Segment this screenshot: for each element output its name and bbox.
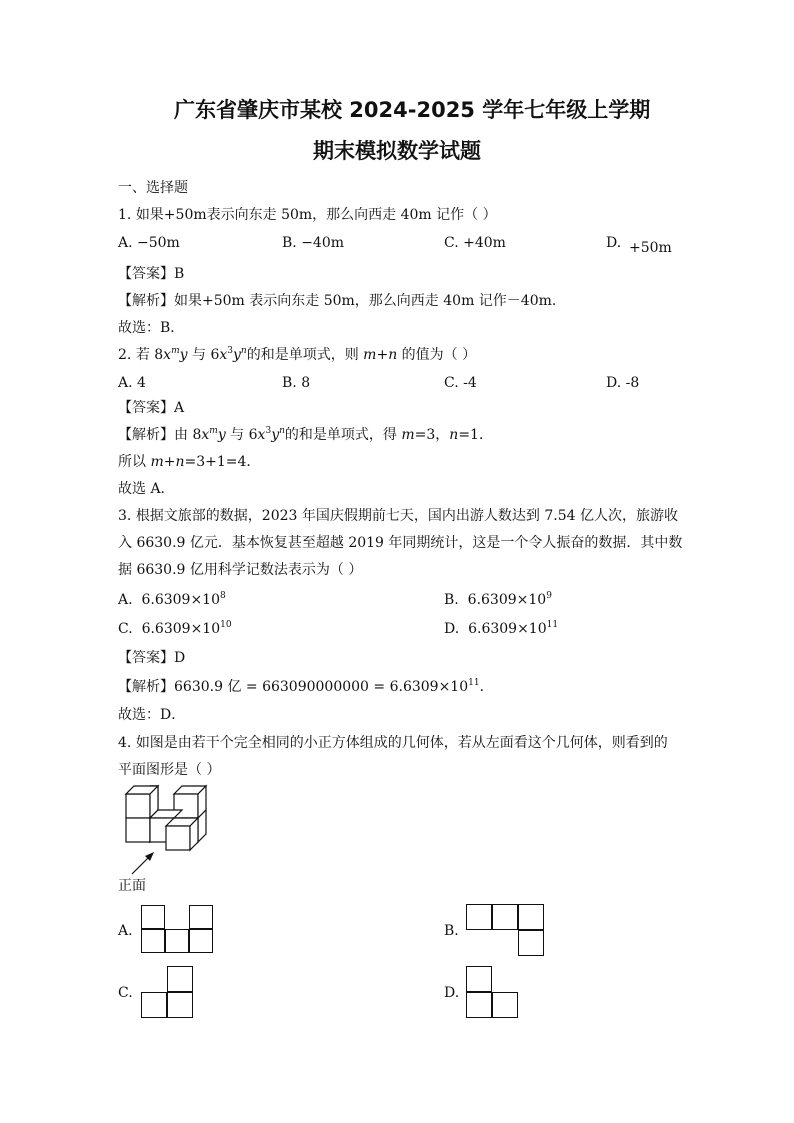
q2-an-mid: 与 6	[225, 427, 258, 443]
grid-cell	[492, 904, 518, 930]
exam-title-line1: 广东省肇庆市某校 2024-2025 学年七年级上学期	[174, 98, 651, 122]
q3-stem-line2: 入 6630.9 亿元．基本恢复甚至超越 2019 年同期统计，这是一个令人振奋的数据．其中数	[118, 535, 683, 551]
q1-conclusion: 故选：B．	[118, 320, 185, 336]
q4-option-d-label: D.	[444, 985, 460, 1001]
q1-option-b: B. −40m	[282, 235, 345, 251]
q2-an-3: 3	[265, 426, 272, 436]
q2-analysis	[118, 428, 493, 442]
q2-a2-pre: 所以	[118, 454, 151, 470]
grid-cell	[189, 905, 213, 929]
q3-c-label: C.	[118, 621, 133, 637]
grid-cell	[167, 992, 193, 1018]
q3-option-c	[118, 622, 232, 636]
q1-analysis: 【解析】如果+50m 表示向东走 50m，那么向西走 40m 记作－40m.	[118, 293, 557, 309]
q3-d-label: D.	[444, 621, 460, 637]
q2-a2-plus: +	[163, 454, 176, 470]
grid-cell	[492, 992, 518, 1018]
q3-c-base: 6.6309×10	[141, 621, 221, 637]
cube-face	[126, 818, 150, 842]
q2-stem-end: 的值为（ ）	[397, 347, 477, 363]
front-view-label: 正面	[118, 878, 146, 894]
q4-option-b-figure	[466, 904, 546, 958]
q2-exp-m: m	[171, 346, 180, 356]
q1-option-d-value: +50m	[629, 240, 672, 256]
grid-cell	[466, 992, 492, 1018]
grid-cell	[167, 966, 193, 992]
q2-analysis-pre: 【解析】由 8	[118, 427, 202, 443]
cube-face	[126, 794, 150, 818]
q2-exp-n: n	[240, 346, 247, 356]
q1-option-d-label: D.	[606, 235, 622, 251]
q3-stem-line1	[118, 509, 678, 523]
q2-var-y: y	[179, 347, 188, 363]
q4-option-b-label: B.	[444, 923, 459, 939]
q2-an-n: n	[279, 426, 285, 436]
q3-a-exp: 8	[220, 591, 226, 601]
q2-stem	[118, 348, 476, 362]
q3-option-d	[444, 622, 558, 636]
q2-an-y: y	[217, 427, 226, 443]
q1-option-c: C. +40m	[444, 235, 506, 251]
q3-number: 3.	[118, 508, 132, 524]
q2-option-b: B. 8	[282, 375, 311, 391]
q2-an-x: x	[201, 427, 210, 443]
q3-option-a	[118, 593, 226, 607]
grid-cell	[189, 929, 213, 953]
q2-option-d: D. -8	[606, 375, 640, 391]
q3-analysis-text: 【解析】6630.9 亿 = 663090000000 = 6.6309×10	[118, 679, 469, 695]
q2-an-yn: y	[271, 427, 280, 443]
grid-cell	[141, 905, 165, 929]
q3-a-base: 6.6309×10	[141, 592, 220, 608]
q4-option-a-label: A.	[118, 923, 133, 939]
q2-an-x3: x	[257, 427, 266, 443]
q3-analysis-exp: 11	[468, 678, 480, 688]
exam-title-line2: 期末模拟数学试题	[313, 139, 481, 163]
q1-option-a: A. −50m	[118, 235, 180, 251]
q2-sum-plus: +	[376, 347, 389, 363]
q2-stem-post: 的和是单项式，则	[246, 347, 364, 363]
q4-option-a-figure	[141, 905, 215, 955]
q3-d-base: 6.6309×10	[468, 621, 547, 637]
q3-text-1: 根据文旅部的数据，2023 年国庆假期前七天，国内出游人数达到 7.54 亿人次，旅游收	[135, 508, 678, 524]
q2-var-yn: y	[233, 347, 241, 363]
q2-an-post: 的和是单项式，得	[284, 427, 402, 443]
q1-text: 如果+50m表示向东走 50m，那么向西走 40m 记作（ ）	[135, 207, 497, 223]
cube-solid-figure	[118, 782, 228, 892]
grid-cell	[141, 929, 165, 953]
q3-analysis	[118, 680, 494, 694]
q2-an-mvar: m	[401, 427, 415, 443]
q2-an-nval: =1．	[458, 427, 493, 443]
q2-option-c: C. -4	[444, 375, 477, 391]
q2-a2-n: n	[175, 454, 185, 470]
grid-cell	[466, 904, 492, 930]
grid-cell	[518, 930, 544, 956]
q3-stem-line3: 据 6630.9 亿用科学记数法表示为（ ）	[118, 562, 363, 578]
q2-stem-mid: 与 6	[187, 347, 220, 363]
q4-option-d-figure	[466, 966, 520, 1020]
q3-a-label: A.	[118, 592, 133, 608]
q4-number: 4.	[118, 735, 132, 751]
q3-b-base: 6.6309×10	[467, 592, 547, 608]
q2-sum-m: m	[363, 347, 377, 363]
q2-var-x3: x	[219, 347, 228, 363]
section-heading: 一、选择题	[118, 180, 188, 196]
q4-option-c-figure	[141, 966, 195, 1020]
q2-answer: 【答案】A	[118, 400, 185, 416]
q4-stem-line1	[118, 736, 668, 750]
q4-stem-line2: 平面图形是（ ）	[118, 762, 221, 778]
q2-sum-n: n	[388, 347, 398, 363]
q3-analysis-end: ．	[479, 679, 494, 695]
q1-stem	[118, 208, 497, 222]
q2-an-m: m	[209, 426, 218, 436]
q2-exp-3: 3	[227, 346, 233, 356]
q2-stem-pre: 若 8	[135, 347, 164, 363]
q3-d-exp: 11	[546, 620, 559, 630]
q1-number: 1.	[118, 207, 132, 223]
q3-conclusion: 故选：D．	[118, 707, 186, 723]
q4-text-1: 如图是由若干个完全相同的小正方体组成的几何体，若从左面看这个几何体，则看到的	[135, 735, 668, 751]
grid-cell	[518, 904, 544, 930]
q2-a2-post: =3+1=4．	[184, 454, 261, 470]
q3-b-exp: 9	[546, 591, 552, 601]
q2-number: 2.	[118, 347, 132, 363]
q2-an-nvar: n	[449, 427, 459, 443]
q1-answer: 【答案】B	[118, 266, 185, 282]
q2-a2-m: m	[150, 454, 164, 470]
grid-cell	[141, 992, 167, 1018]
q2-conclusion: 故选 A．	[118, 481, 175, 497]
q3-c-exp: 10	[220, 620, 232, 630]
q3-answer: 【答案】D	[118, 650, 186, 666]
q3-b-label: B.	[444, 592, 459, 608]
q3-option-b	[444, 593, 552, 607]
q2-analysis-2	[118, 455, 260, 469]
grid-cell	[466, 966, 492, 992]
q2-option-a: A. 4	[118, 375, 146, 391]
grid-cell	[165, 929, 189, 953]
q4-option-c-label: C.	[118, 985, 133, 1001]
q2-an-mval: =3，	[414, 427, 450, 443]
q2-var-x: x	[163, 347, 172, 363]
cube-face	[166, 826, 190, 850]
